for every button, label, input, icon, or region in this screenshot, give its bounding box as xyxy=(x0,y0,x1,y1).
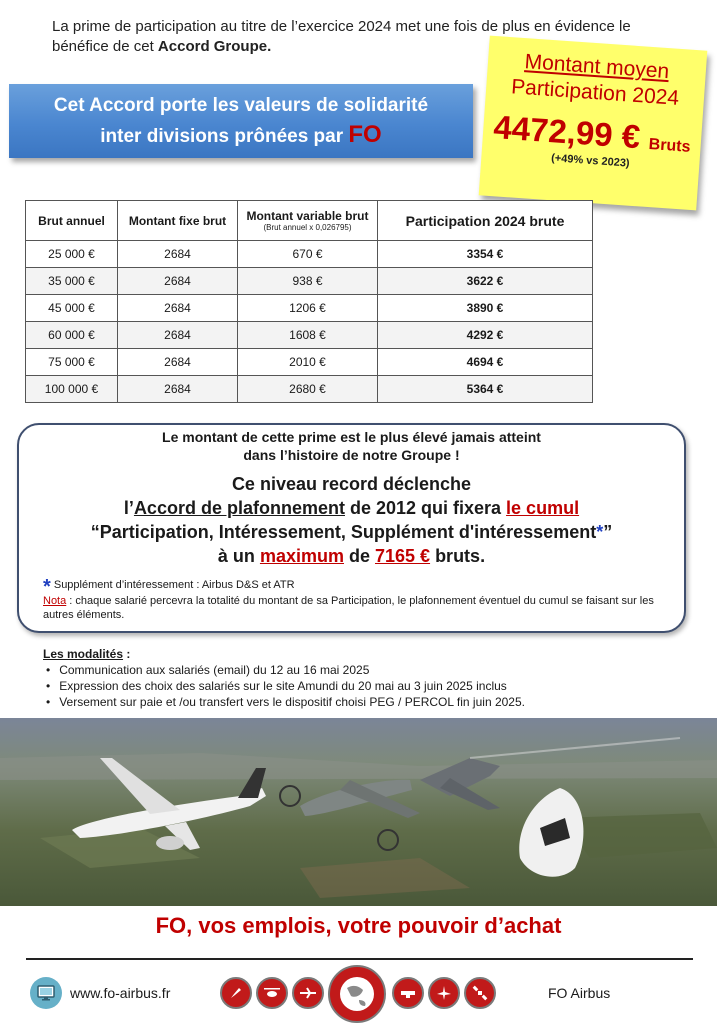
list-item: • Expression des choix des salariés sur le site Amundi du 20 mai au 3 juin 2025 inclus xyxy=(46,678,525,694)
table-row xyxy=(26,268,593,295)
footer-divider xyxy=(26,958,693,960)
record-line4-accord: Accord de plafonnement xyxy=(133,498,345,518)
nota xyxy=(43,594,672,622)
header-variable-note: (Brut annuel x 0,026795) xyxy=(263,223,352,232)
intro-bold: Accord Groupe. xyxy=(157,38,272,55)
rocket-icon xyxy=(220,977,252,1009)
footnote-text: Supplément d’intéressement : Airbus D&S et ATR xyxy=(50,579,295,591)
table-row xyxy=(26,241,593,268)
cell-variable: 938 € xyxy=(238,268,378,295)
record-headline xyxy=(19,428,684,464)
record-line6-a: à un xyxy=(217,546,260,566)
helicopter-icon xyxy=(256,977,288,1009)
list-item: • Communication aux salariés (email) du 12 au 16 mai 2025 xyxy=(46,662,525,678)
monitor-icon xyxy=(30,977,62,1009)
header-participation: Participation 2024 brute xyxy=(378,201,593,241)
satellite-icon xyxy=(464,977,496,1009)
cell-brut: 45 000 € xyxy=(26,295,118,322)
participation-table xyxy=(25,200,593,403)
record-line6-amount: 7165 € xyxy=(375,546,431,566)
banner-line1: Cet Accord porte les valeurs de solidarité xyxy=(53,95,429,116)
cell-fixe: 2684 xyxy=(118,241,238,268)
record-line5-text: “Participation, Intéressement, Supplément d'intéressement xyxy=(90,522,597,542)
cell-participation: 3890 € xyxy=(378,295,593,322)
record-line3: Ce niveau record déclenche xyxy=(231,474,472,494)
record-line6 xyxy=(19,544,684,568)
modalites-title: Les modalités xyxy=(43,647,124,661)
sticky-amount-suffix: Bruts xyxy=(648,135,692,156)
sticky-variation: (+49% vs 2023) xyxy=(550,152,630,170)
sticky-amount-value: 4472,99 € xyxy=(492,108,642,156)
cell-participation: 4292 € xyxy=(378,322,593,349)
footnote-star: * xyxy=(43,576,51,598)
banner-line2 xyxy=(9,120,473,151)
jet-icon xyxy=(428,977,460,1009)
record-line6-e: bruts. xyxy=(430,546,486,566)
cell-fixe: 2684 xyxy=(118,268,238,295)
cell-variable: 2010 € xyxy=(238,349,378,376)
footnote-supplement xyxy=(43,576,672,598)
record-line6-c: de xyxy=(343,546,375,566)
aircraft-photo-illustration xyxy=(0,718,717,906)
sticky-line2: Participation 2024 xyxy=(510,75,680,110)
cell-participation: 3354 € xyxy=(378,241,593,268)
cell-participation: 5364 € xyxy=(378,376,593,403)
list-item: • Versement sur paie et /ou transfert vers le dispositif choisi PEG / PERCOL fin juin 2025. xyxy=(46,694,525,710)
header-montant-variable-label: Montant variable brut xyxy=(246,209,369,223)
cell-brut: 100 000 € xyxy=(26,376,118,403)
record-line5 xyxy=(19,520,684,544)
cell-variable: 1206 € xyxy=(238,295,378,322)
table-row xyxy=(26,322,593,349)
airplane-icon xyxy=(292,977,324,1009)
cell-fixe: 2684 xyxy=(118,349,238,376)
record-line2: dans l’histoire de notre Groupe ! xyxy=(243,447,460,463)
header-montant-variable xyxy=(238,201,378,241)
cell-brut: 75 000 € xyxy=(26,349,118,376)
header-montant-fixe: Montant fixe brut xyxy=(118,201,238,241)
cell-variable: 1608 € xyxy=(238,322,378,349)
modalites-section xyxy=(43,646,525,710)
average-amount-sticky-note xyxy=(479,36,708,211)
record-line4-cumul: le cumul xyxy=(506,498,580,518)
cell-variable: 2680 € xyxy=(238,376,378,403)
footer-website[interactable] xyxy=(30,977,170,1009)
globe-icon xyxy=(328,965,386,1023)
record-line4-a: l’ xyxy=(123,498,134,518)
record-line1: Le montant de cette prime est le plus élevé jamais atteint xyxy=(162,429,541,445)
banner-line2-text: inter divisions prônées par xyxy=(100,126,349,147)
modalites-heading xyxy=(43,646,525,662)
header-brut-annuel: Brut annuel xyxy=(26,201,118,241)
aircraft-photo xyxy=(0,718,717,906)
table-row xyxy=(26,295,593,322)
cell-fixe: 2684 xyxy=(118,376,238,403)
cell-participation: 4694 € xyxy=(378,349,593,376)
record-line4 xyxy=(19,496,684,520)
record-line5-end: ” xyxy=(603,522,613,542)
record-body xyxy=(19,472,684,568)
cell-fixe: 2684 xyxy=(118,322,238,349)
nota-text: : chaque salarié percevra la totalité du montant de sa Participation, le plafonnement éventuel du cumul se faisant sur les autres éléments. xyxy=(43,595,654,621)
footer-website-link[interactable]: www.fo-airbus.fr xyxy=(70,985,171,1001)
table-header-row xyxy=(26,201,593,241)
modalites-list xyxy=(46,662,525,710)
cell-participation: 3622 € xyxy=(378,268,593,295)
drone-icon xyxy=(392,977,424,1009)
record-callout-box xyxy=(17,423,686,633)
cell-brut: 35 000 € xyxy=(26,268,118,295)
record-star: * xyxy=(596,522,604,542)
banner-fo: FO xyxy=(348,121,382,148)
nota-label: Nota xyxy=(43,595,67,607)
cell-fixe: 2684 xyxy=(118,295,238,322)
record-line4-c: de 2012 qui fixera xyxy=(344,498,507,518)
table-row xyxy=(26,376,593,403)
solidarity-banner xyxy=(9,84,473,158)
intro-text: La prime de participation au titre de l’exercice 2024 met une fois de plus en évidence le bénéfice de cet xyxy=(52,18,631,55)
record-line6-maximum: maximum xyxy=(259,546,344,566)
sticky-line1: Montant moyen xyxy=(523,50,670,84)
cell-brut: 25 000 € xyxy=(26,241,118,268)
cell-brut: 60 000 € xyxy=(26,322,118,349)
modalites-colon: : xyxy=(123,647,131,661)
table-row xyxy=(26,349,593,376)
cell-variable: 670 € xyxy=(238,241,378,268)
footer-brand: FO Airbus xyxy=(548,985,611,1001)
record-notes xyxy=(43,578,672,622)
slogan: FO, vos emplois, votre pouvoir d’achat xyxy=(155,913,562,938)
